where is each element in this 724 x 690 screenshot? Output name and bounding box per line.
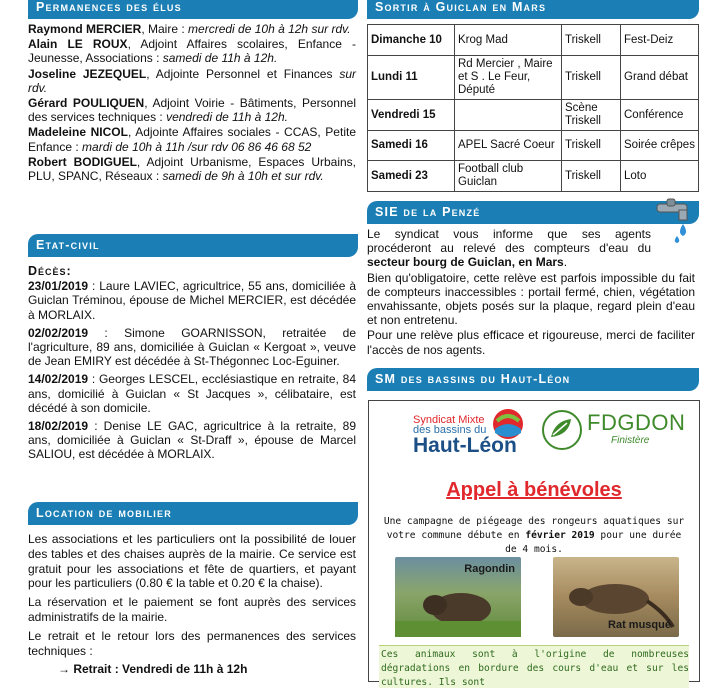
event-organizer: APEL Sacré Coeur <box>455 131 562 161</box>
permanence-entry: Raymond MERCIER, Maire : mercredi de 10h à 12h sur rdv. <box>28 22 351 36</box>
event-place: Scène Triskell <box>562 100 621 131</box>
event-type: Fest-Deiz <box>621 25 699 56</box>
permanences-header: Permanences des élus <box>28 0 358 19</box>
location-paragraph: Le retrait et le retour lors des permanences des services techniques : <box>28 628 356 658</box>
permanence-entry: Madeleine NICOL, Adjointe Affaires sociales - CCAS, Petite Enfance : mardi de 10h à 11h /sur rdv 06 86 46 68 52 <box>28 125 356 154</box>
event-type: Grand débat <box>621 56 699 100</box>
table-row <box>368 161 699 192</box>
event-day: Lundi 11 <box>368 56 455 100</box>
event-day: Vendredi 15 <box>368 100 455 131</box>
event-place: Triskell <box>562 56 621 100</box>
permanence-entry: Alain LE ROUX, Adjoint Affaires scolaires, Enfance - Jeunesse, Associations : samedi de 11h à 12h. <box>28 37 356 66</box>
location-paragraph: Les associations et les particuliers ont la possibilité de louer des tables et des chaises auprès de la mairie. Ce service est gratuit pour les associations et fête de quartiers, et payant pour les particuliers (0.80 € la table et 0.20 € la chaise). <box>28 532 356 591</box>
ragondin-photo: Ragondin <box>395 557 521 637</box>
sie-paragraph: Bien qu'obligatoire, cette relève est parfois impossible du fait de compteurs inaccessibles : portail fermé, chien, végétation envahissante, objets posés sur la plaque, regard plein d'eau et non entretenu. <box>367 270 695 328</box>
event-organizer: Krog Mad <box>455 25 562 56</box>
deces-entry: 02/02/2019 : Simone GOARNISSON, retraitée de l'agriculture, 89 ans, domiciliée à Guiclan « Kergoat », veuve de Jean EMIRY est décédée à St-Thégonnec Loc-Eguiner. <box>28 325 356 369</box>
sie-body <box>367 227 695 358</box>
table-row <box>368 131 699 161</box>
location-body <box>28 532 356 678</box>
events-table <box>367 24 699 192</box>
permanences-list <box>28 22 356 184</box>
table-row <box>368 56 699 100</box>
event-day: Dimanche 10 <box>368 25 455 56</box>
sie-header: SIE de la Penzé <box>367 201 699 224</box>
permanence-entry: Joseline JEZEQUEL, Adjointe Personnel et Finances sur rdv. <box>28 66 356 95</box>
deces-entry: 14/02/2019 : Georges LESCEL, ecclésiastique en retraite, 84 ans, domicilié à Guiclan « St Jacques », célibataire, est décédé à son domicile. <box>28 372 356 415</box>
fdgdon-leaf-icon <box>541 409 583 451</box>
fdgdon-logo: FDGDON Finistère <box>541 409 691 461</box>
table-row <box>368 100 699 131</box>
permanence-entry: Gérard POULIQUEN, Adjoint Voirie - Bâtiments, Personnel des services techniques : vendredi de 11h à 12h. <box>28 96 356 125</box>
deces-entry: 18/02/2019 : Denise LE GAC, agricultrice à la retraite, 89 ans, domiciliée à Guiclan « St-Draff », épouse de Marcel SALIOU, est décédée à MORLAIX. <box>28 419 356 462</box>
event-type: Loto <box>621 161 699 192</box>
location-paragraph: → Retrait : Vendredi de 11h à 12h <box>58 662 248 677</box>
location-paragraph: La réservation et le paiement se font auprès des services administratifs de la mairie. <box>28 595 356 624</box>
event-place: Triskell <box>562 131 621 161</box>
deces-subtitle: Décès: <box>28 264 72 278</box>
event-day: Samedi 16 <box>368 131 455 161</box>
volunteer-flyer <box>368 400 700 688</box>
location-header: Location de mobilier <box>28 502 358 525</box>
event-type: Soirée crêpes <box>621 131 699 161</box>
event-day: Samedi 23 <box>368 161 455 192</box>
sortir-header: Sortir à Guiclan en Mars <box>367 0 699 19</box>
deces-entry: 23/01/2019 : Laure LAVIEC, agricultrice, 55 ans, domiciliée à Guiclan Tréminou, épouse de Michel MERCIER, est décédée à MORLAIX. <box>28 279 356 322</box>
event-organizer: Football club Guiclan <box>455 161 562 192</box>
sie-paragraph: Le syndicat vous informe que ses agents procéderont au relevé des compteurs d'eau du secteur bourg de Guiclan, en Mars. <box>367 227 651 270</box>
etat-civil-list <box>28 264 356 463</box>
event-organizer: Rd Mercier , Maire et S . Le Feur, Député <box>455 56 562 100</box>
event-organizer <box>455 100 562 131</box>
permanence-entry: Robert BODIGUEL, Adjoint Urbanisme, Espaces Urbains, PLU, SPANC, Réseaux : samedi de 9h à 10h et sur rdv. <box>28 154 356 184</box>
appel-bottom-text: Ces animaux sont à l'origine de nombreuses dégradations en bordure des cours d'eau et sur les cultures. Ils sont <box>379 645 689 688</box>
haut-leon-logo: Syndicat Mixte des bassins du Haut-Léon <box>413 407 525 461</box>
event-place: Triskell <box>562 161 621 192</box>
table-row <box>368 25 699 56</box>
sie-paragraph: Pour une relève plus efficace et rigoureuse, merci de faciliter l'accès de nos agents. <box>367 328 695 357</box>
appel-title: Appel à bénévoles <box>446 479 622 501</box>
event-type: Conférence <box>621 100 699 131</box>
event-place: Triskell <box>562 25 621 56</box>
etat-civil-header: Etat-civil <box>28 234 358 257</box>
sm-header: SM des bassins du Haut-Léon <box>367 368 699 391</box>
rat-musque-photo: Rat musqué <box>553 557 679 637</box>
appel-intro: Une campagne de piégeage des rongeurs aquatiques sur votre commune débute en février 2019 pour une durée de 4 mois. <box>383 516 685 555</box>
